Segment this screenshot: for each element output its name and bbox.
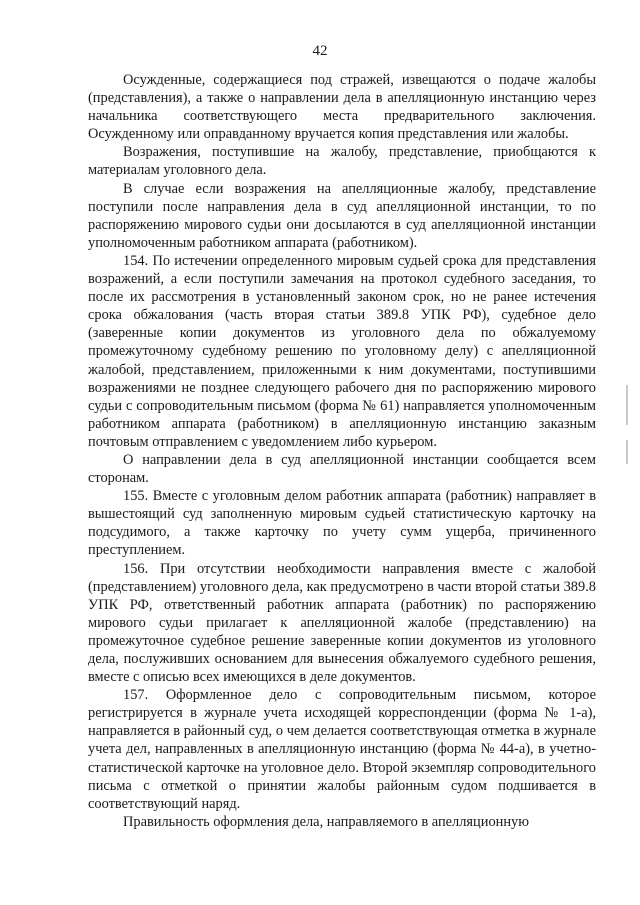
page-number: 42 — [312, 43, 328, 59]
document-body — [88, 71, 596, 831]
paragraph-notification: Осужденные, содержащиеся под стражей, извещаются о подаче жалобы (представления), а также о направлении дела в апелляционную инстанцию через начальника соответствующего места предварительного заключения. Осужденному или оправданному вручается копия представления или жалобы. — [88, 72, 596, 143]
paragraph-154: 154. По истечении определенного мировым судьей срока для представления возражений, а если поступили замечания на протокол судебного заседания, то после их рассмотрения в установленный законом срок, но не ранее истечения срока обжалования (часть вторая статьи 389.8 УПК РФ), судебное дело (заверенные копии документов из уголовного дела по обжалуемому промежуточному судебному решению по уголовному делу) с апелляционной жалобой, представлением, приложенными к ним документами, поступившими возражениями не позднее следующего рабочего дня по распоряжению мирового судьи с сопроводительным письмом (форма № 61) направляется уполномоченным работником аппарата (работником) в апелляционную инстанцию заказным почтовым отправлением с уведомлением либо курьером. — [88, 252, 596, 450]
paragraph-objections: Возражения, поступившие на жалобу, представление, приобщаются к материалам уголовного дела. — [88, 144, 596, 179]
paragraph-notify-parties: О направлении дела в суд апелляционной инстанции сообщается всем сторонам. — [88, 451, 596, 487]
paragraph-correctness: Правильность оформления дела, направляемого в апелляционную — [123, 813, 529, 830]
paragraph-157: 157. Оформленное дело с сопроводительным письмом, которое регистрируется в журнале учета исходящей корреспонденции (форма № 1-а), направляется в районный суд, о чем делается соответствующая отметка в журнале учета дел, направленных в апелляционную инстанцию (форма № 44-а), в учетно-статистической карточке на уголовное дело. Второй экземпляр сопроводительного письма с отметкой о принятии жалобы районным судом подшивается в соответствующий наряд. — [88, 687, 596, 812]
scan-edge-mark — [626, 385, 628, 425]
paragraph-156: 156. При отсутствии необходимости направления вместе с жалобой (представлением) уголовного дела, как предусмотрено в части второй статьи 389.8 УПК РФ, ответственный работник аппарата (работник) по распоряжению мирового судьи прилагает к апелляционной жалобе (представлению) на промежуточное судебное решение заверенные копии документов из уголовного дела, послуживших основанием для вынесения обжалуемого судебного решения, вместе с описью всех имеющихся в деле документов. — [88, 560, 596, 686]
paragraph-155: 155. Вместе с уголовным делом работник аппарата (работник) направляет в вышестоящий суд заполненную мировым судьей статистическую карточку на подсудимого, а также карточку по учету сумм ущерба, причиненного преступлением. — [88, 488, 596, 559]
paragraph-late-objections: В случае если возражения на апелляционные жалобу, представление поступили после направления дела в суд апелляционной инстанции, то по распоряжению мирового судьи они досылаются в суд апелляционной инстанции уполномоченным работником аппарата (работником). — [88, 180, 596, 251]
scan-edge-mark — [626, 440, 628, 464]
